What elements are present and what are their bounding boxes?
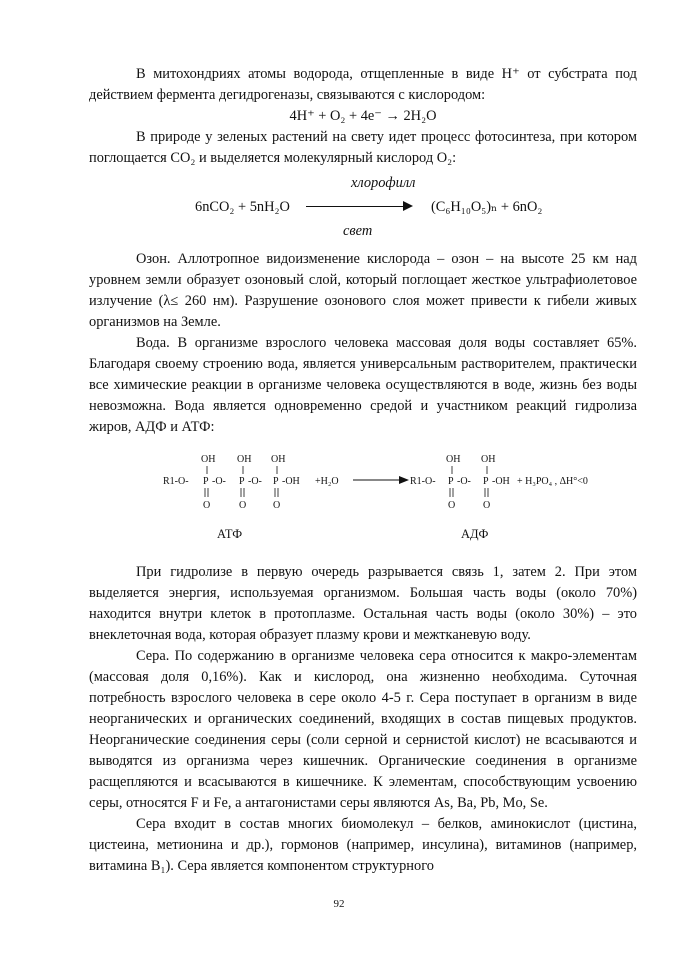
body-text (89, 64, 637, 877)
photosynthesis-reactants: 6nCO₂ + 5nH₂O (195, 199, 290, 215)
label-atp: АТФ (217, 527, 243, 541)
adp-oh-2: OH (481, 454, 496, 465)
reaction-arrow-head (403, 201, 413, 211)
adp-p-1: P (448, 476, 454, 487)
atp-bridge-2: -O- (248, 476, 262, 487)
atp-p-2: P (239, 476, 245, 487)
paragraph-water: Вода. В организме взрослого человека массовая доля воды составляет 65%. Благодаря своему строению вода, является универсальным растворителем, практически все химические реакции в организме человека осуществляются в воде, жизнь без воды невозможна. Вода является одновременно средой и участником реакций гидролиза жиров, АДФ и АТФ: (89, 335, 637, 435)
scheme-arrow-head (399, 476, 409, 484)
adp-p-2: P (483, 476, 489, 487)
atp-o-2: O (239, 500, 247, 511)
paragraph-hydrolysis: При гидролизе в первую очередь разрывается связь 1, затем 2. При этом выделяется энергия, используемая организмом. Большая часть воды (около 70%) находится внутри клеток в протоплазме. Остальная часть воды (около 30%) – это внеклеточная вода, которая образует плазму крови и межтканевую воду. (89, 564, 637, 643)
page-number: 92 (333, 898, 345, 910)
photosynthesis-products: (C₆H₁₀O₅)ₙ + 6nO₂ (431, 199, 543, 215)
photosynthesis-catalyst: хлорофилл (351, 175, 416, 191)
atp-bridge-1: -O- (212, 476, 226, 487)
adp-end: -OH (492, 476, 510, 487)
adp-o-2: O (483, 500, 491, 511)
atp-oh-2: OH (237, 454, 252, 465)
atp-scheme-svg (89, 446, 637, 558)
atp-o-3: O (273, 500, 281, 511)
photosynthesis-equation (89, 173, 637, 243)
adp-bridge-1: -O- (457, 476, 471, 487)
paragraph-sulfur-biomolecules: Сера входит в состав многих биомолекул – белков, аминокислот (цистина, цистеина, метионина и др.), гормонов (например, инсулина), витаминов (например, витамина B₁). Сера является компонентом структурного (89, 816, 637, 874)
atp-end: -OH (282, 476, 300, 487)
atp-p-1: P (203, 476, 209, 487)
adp-oh-1: OH (446, 454, 461, 465)
atp-hydrolysis-scheme (89, 446, 637, 558)
paragraph-ozone: Озон. Аллотропное видоизменение кислорода – озон – на высоте 25 км над уровнем земли образует озоновый слой, который поглощает жесткое ультрафиолетовое излучение (λ≤ 260 нм). Разрушение озонового слоя может привести к гибели живых организмов на Земле. (89, 251, 637, 330)
label-adp: АДФ (461, 527, 489, 541)
paragraph-sulfur: Сера. По содержанию в организме человека сера относится к макро-элементам (массовая доля 0,16%). Как и кислород, она жизненно необходима. Суточная потребность взрослого человека в сере около 4-5 г. Сера поступает в организм в виде неорганических и органических соединений, входящих в состав пищевых продуктов. Неорганические соединения серы (соли серной и сернистой кислот) не всасываются и выводятся из организма через кишечник. Органические соединения в организме расщепляются и всасываются в кишечнике. К элементам, способствующим усвоению серы, относятся F и Fe, а антагонистами серы являются As, Ba, Pb, Mo, Se. (89, 648, 637, 811)
adp-o-1: O (448, 500, 456, 511)
reaction-arrow-line (306, 206, 406, 207)
photosynthesis-condition: свет (343, 223, 373, 239)
atp-p-3: P (273, 476, 279, 487)
adp-r1o: R1-O- (410, 476, 436, 487)
atp-oh-3: OH (271, 454, 286, 465)
paragraph-photosynthesis: В природе у зеленых растений на свету идет процесс фотосинтеза, при котором поглощается CO₂ и выделяется молекулярный кислород O₂: (89, 129, 637, 166)
equation-mitochondria: 4H⁺ + O₂ + 4e⁻ → 2H₂O (289, 108, 437, 124)
atp-oh-1: OH (201, 454, 216, 465)
paragraph-mitochondria: В митохондриях атомы водорода, отщепленные в виде H⁺ от субстрата под действием фермента дегидрогеназы, связываются с кислородом: (89, 66, 637, 103)
atp-o-1: O (203, 500, 211, 511)
water-reagent: +H₂O (315, 476, 339, 487)
scheme-products: + H₃PO₄ , ΔH°<0 (517, 476, 588, 487)
atp-r1o: R1-O- (163, 476, 189, 487)
